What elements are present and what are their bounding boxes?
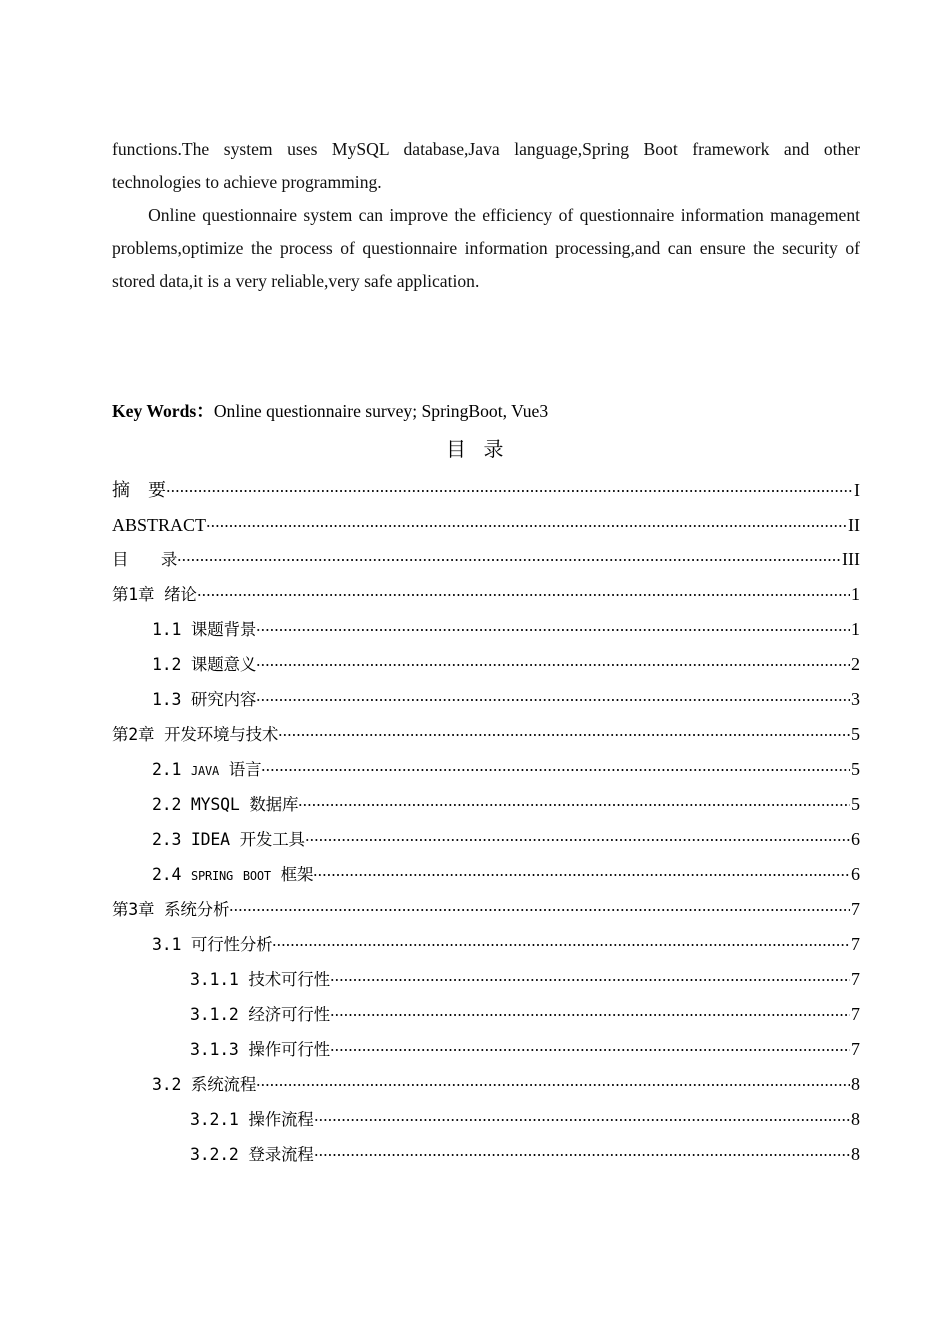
toc-dot-leader [330, 1004, 850, 1020]
toc-entry[interactable] [112, 549, 860, 584]
toc-entry[interactable] [112, 864, 860, 899]
toc-dot-leader [330, 969, 850, 985]
toc-entry-page-number: 1 [851, 619, 860, 639]
toc-entry-page-number: 6 [851, 864, 860, 884]
toc-entry[interactable] [112, 654, 860, 689]
toc-entry-label: 2.1 java 语言 [152, 760, 262, 779]
toc-entry-page-number: 8 [851, 1144, 860, 1164]
toc-entry-page-number: 5 [851, 724, 860, 744]
toc-dot-leader [314, 1109, 850, 1125]
toc-dot-leader [256, 689, 850, 705]
toc-entry-label: 3.2.1 操作流程 [190, 1110, 314, 1129]
toc-entry-page-number: 7 [851, 934, 860, 954]
abstract-paragraph-2: Online questionnaire system can improve the efficiency of questionnaire information management problems,optimize the process of questionnaire information processing,and can ensure the security of stored data,it is a very reliable,very safe application. [112, 205, 860, 291]
toc-entry-label: 3.1.2 经济可行性 [190, 1005, 330, 1024]
toc-entry[interactable] [112, 689, 860, 724]
toc-title-char-2: 录 [483, 437, 504, 461]
toc-dot-leader [256, 1074, 850, 1090]
toc-entry[interactable] [112, 1144, 860, 1179]
abstract-body [112, 133, 860, 298]
toc-dot-leader [229, 899, 850, 915]
toc-entry-page-number: 8 [851, 1074, 860, 1094]
toc-entry[interactable] [112, 1004, 860, 1039]
toc-entry[interactable] [112, 584, 860, 619]
toc-dot-leader [314, 1144, 850, 1160]
toc-entry-label: 3.1.3 操作可行性 [190, 1040, 330, 1059]
toc-entry[interactable] [112, 479, 860, 514]
toc-entry-label: 3.2 系统流程 [152, 1075, 257, 1094]
toc-dot-leader [298, 794, 850, 810]
toc-entry-page-number: 6 [851, 829, 860, 849]
toc-entry-label: 第2章 开发环境与技术 [112, 725, 279, 744]
toc-title [0, 436, 950, 462]
toc-entry-label: 3.1.1 技术可行性 [190, 970, 330, 989]
toc-entry-page-number: 7 [851, 1004, 860, 1024]
toc-entry-label: ABSTRACT [112, 515, 207, 535]
toc-entry-page-number: 1 [851, 584, 860, 604]
toc-entry[interactable] [112, 619, 860, 654]
toc-dot-leader [256, 619, 850, 635]
toc-dot-leader [305, 829, 850, 845]
toc-entry-label: 目 录 [112, 550, 178, 569]
toc-entry-page-number: 7 [851, 1039, 860, 1059]
toc-entry-label: 2.3 IDEA 开发工具 [152, 830, 305, 849]
toc-entry-page-number: 8 [851, 1109, 860, 1129]
toc-entry-label: 摘 要 [112, 480, 166, 500]
toc-entry-page-number: I [854, 480, 860, 500]
toc-entry-label: 2.4 spring boot 框架 [152, 865, 314, 884]
toc-dot-leader [313, 864, 850, 880]
toc-entry[interactable] [112, 899, 860, 934]
toc-entry-label: 第1章 绪论 [112, 585, 197, 604]
keywords-label: Key Words： [112, 401, 214, 421]
table-of-contents [112, 479, 860, 1179]
toc-entry-label: 1.3 研究内容 [152, 690, 257, 709]
toc-entry-label: 3.1 可行性分析 [152, 935, 273, 954]
toc-entry-page-number: 5 [851, 794, 860, 814]
toc-entry-page-number: II [848, 515, 860, 535]
abstract-paragraph-1: functions.The system uses MySQL database,Java language,Spring Boot framework and other technologies to achieve programming. [112, 139, 860, 192]
toc-dot-leader [177, 549, 841, 565]
toc-dot-leader [206, 515, 847, 531]
toc-entry[interactable] [112, 759, 860, 794]
toc-entry-label: 1.1 课题背景 [152, 620, 257, 639]
toc-entry-page-number: 7 [851, 899, 860, 919]
toc-entry-page-number: III [842, 549, 860, 569]
toc-dot-leader [330, 1039, 850, 1055]
toc-entry[interactable] [112, 1039, 860, 1074]
toc-entry[interactable] [112, 794, 860, 829]
toc-entry-page-number: 2 [851, 654, 860, 674]
toc-dot-leader [261, 759, 850, 775]
toc-entry-page-number: 3 [851, 689, 860, 709]
toc-dot-leader [197, 584, 850, 600]
keywords-value: Online questionnaire survey; SpringBoot, Vue3 [213, 401, 549, 421]
toc-entry[interactable] [112, 514, 860, 549]
toc-entry[interactable] [112, 1109, 860, 1144]
toc-entry-page-number: 5 [851, 759, 860, 779]
toc-dot-leader [256, 654, 850, 670]
toc-dot-leader [272, 934, 850, 950]
keywords-line [112, 398, 860, 424]
toc-entry-label: 3.2.2 登录流程 [190, 1145, 314, 1164]
toc-entry[interactable] [112, 934, 860, 969]
toc-title-char-1: 目 [446, 437, 467, 461]
toc-entry[interactable] [112, 724, 860, 759]
toc-entry-label: 1.2 课题意义 [152, 655, 257, 674]
toc-entry[interactable] [112, 829, 860, 864]
toc-entry[interactable] [112, 969, 860, 1004]
toc-entry-label: 第3章 系统分析 [112, 900, 230, 919]
toc-entry-label: 2.2 MYSQL 数据库 [152, 795, 299, 814]
toc-dot-leader [278, 724, 850, 740]
toc-entry-page-number: 7 [851, 969, 860, 989]
toc-entry[interactable] [112, 1074, 860, 1109]
toc-dot-leader [166, 480, 853, 496]
